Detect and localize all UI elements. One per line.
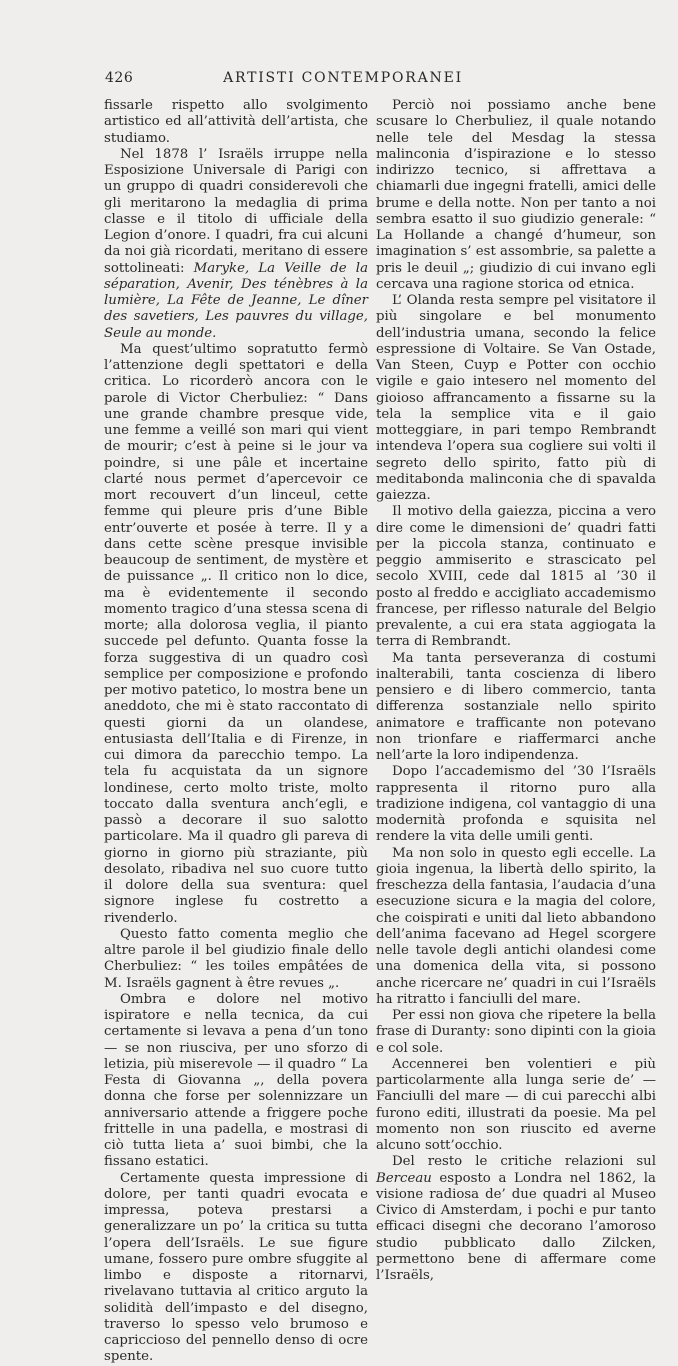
paragraph-text: esposto a Londra nel 1862, la visione radiosa de’ due quadri al Museo Civico di Amsterdam, i pochi e pur tanto efficaci disegni che decorano l’amoroso studio pubblicato dallo Zilcken, permettono bene di affermare come l’Israëls, [376, 1170, 656, 1283]
paragraph [376, 1154, 656, 1284]
paragraph: Ma tanta perseveranza di costumi inalterabili, tanta coscienza di libero pensiero e di libero commercio, tanta differenza sostanziale nello spirito animatore e trafficante non potevano non trionfare e riaffermarci anche nell’arte la loro indipendenza. [376, 650, 656, 763]
right-column [376, 98, 656, 1284]
paragraph: Certamente questa impressione di dolore, per tanti quadri evocata e impressa, poteva prestarsi a generalizzare un po’ la critica su tutta l’opera dell’Israëls. Le sue figure umane, fossero pure ombre sfuggite al limbo e disposte a ritornarvi, rivelavano tuttavia al critico arguto la solidità dell’impasto e del disegno, traverso lo spesso velo brumoso e capriccioso del pennello denso di ocre spente. [104, 1170, 368, 1365]
paragraph: Perciò noi possiamo anche bene scusare lo Cherbuliez, il quale notando nelle tele del Mesdag la stessa malinconia d’ispirazione e lo stesso indirizzo tecnico, si affrettava a chiamarli due ingegni fratelli, amici delle brume e della notte. Non per tanto a noi sembra esatto il suo giudizio generale: “ La Hollande a changé d’humeur, son imagination s’ est assombrie, sa palette a pris le deuil „; giudizio di cui invano egli cercava una ragione storica od etnica. [376, 98, 656, 292]
paragraph: fissarle rispetto allo svolgimento artistico ed all’attività dell’artista, che studiamo. [104, 98, 368, 146]
paragraph: Accennerei ben volentieri e più particolarmente alla lunga serie de’ — Fanciulli del mare — di cui parecchi albi furono editi, illustrati da poesie. Ma pel momento non son riuscito ed averne alcuno sott’occhio. [376, 1056, 656, 1153]
page-number: 426 [105, 70, 134, 86]
running-title: ARTISTI CONTEMPORANEI [223, 70, 463, 86]
paragraph: Dopo l’accademismo del ’30 l’Israëls rappresenta il ritorno puro alla tradizione indigena, col vantaggio di una modernità profonda e squisita nel rendere la vita delle umili genti. [376, 764, 656, 845]
paragraph: Il motivo della gaiezza, piccina a vero dire come le dimensioni de’ quadri fatti per la piccola stanza, continuato e peggio ammiserito e strascicato pel secolo XVIII, cede dal 1815 al ’30 il posto al freddo e accigliato accademismo francese, per riflesso naturale del Belgio prevalente, a cui era stata aggiogata la terra di Rembrandt. [376, 504, 656, 650]
left-column [104, 98, 368, 1366]
painting-titles: Maryke, La Veille de la séparation, Avenir, Des ténèbres à la lumière, La Fête de Jeanne, Le dîner des savetiers, Les pauvres du village, Seule au monde. [104, 260, 368, 341]
paragraph: Per essi non giova che ripetere la bella frase di Duranty: sono dipinti con la gioia e col sole. [376, 1008, 656, 1056]
paragraph: Ombra e dolore nel motivo ispiratore e nella tecnica, da cui certamente si levava a pena d’un tono — se non riusciva, per uno sforzo di letizia, più miserevole — il quadro “ La Festa di Giovanna „, della povera donna che forse per solennizzare un anniversario attende a friggere poche frittelle in una padella, e mostrasi di ciò tutta lieta a’ suoi bimbi, che la fissano estatici. [104, 991, 368, 1170]
paragraph: L’ Olanda resta sempre pel visitatore il più singolare e bel monumento dell’industria umana, secondo la felice espressione di Voltaire. Se Van Ostade, Van Steen, Cuyp e Potter con occhio vigile e gaio intesero nel momento del gioioso affrancamento a fissarne su la tela la semplice vita e il gaio motteggiare, in pari tempo Rembrandt intendeva l’opera sua cogliere sui volti il segreto dello spirito, fatto più di meditabonda malinconia che di spavalda gaiezza. [376, 293, 656, 503]
paragraph-text: Del resto le critiche relazioni sul [392, 1154, 656, 1170]
paragraph-text: Nel 1878 l’ Israëls irruppe nella Esposizione Universale di Parigi con un gruppo di quadri considerevoli che gli meritarono la medaglia di prima classe e il titolo di ufficiale della Legion d’onore. I quadri, fra cui alcuni da noi già ricordati, meritano di essere sottolineati: [104, 146, 368, 276]
paragraph [104, 147, 368, 342]
page-header [105, 70, 581, 86]
paragraph: Ma quest’ultimo sopratutto fermò l’attenzione degli spettatori e della critica. Lo ricorderò ancora con le parole di Victor Cherbuliez: “ Dans une grande chambre presque vide, une femme a veillé son mari qui vient de mourir; c’est à peine si le jour va poindre, si une pâle et incertaine clarté nous permet d’apercevoir ce mort recouvert d’un linceul, cette femme qui pleure pris d’une Bible entr’ouverte et posée à terre. Il y a dans cette scène presque invisible beaucoup de sentiment, de mystère et de puissance „. Il critico non lo dice, ma è evidentemente il secondo momento tragico d’una stessa scena di morte; alla dolorosa veglia, il pianto succede pel defunto. Quanta fosse la forza suggestiva di un quadro così semplice per composizione e profondo per motivo patetico, lo mostra bene un aneddoto, che mi è stato raccontato di questi giorni da un olandese, entusiasta dell’Italia e di Firenze, in cui dimora da parecchio tempo. La tela fu acquistata da un signore londinese, certo molto triste, molto toccato dalla sventura anch’egli, e passò a decorare il suo salotto particolare. Ma il quadro gli pareva di giorno in giorno più straziante, più desolato, ribadiva nel suo cuore tutto il dolore della sua sventura: quel signore inglese fu costretto a rivenderlo. [104, 341, 368, 926]
paragraph: Ma non solo in questo egli eccelle. La gioia ingenua, la libertà dello spirito, la freschezza della fantasia, l’audacia d’una esecuzione sicura e la magia del colore, che coispirati e uniti dal lieto abbandono dell’anima facevano ad Hegel scorgere nelle tavole degli antichi olandesi come una domenica della vita, si possono anche ricercare ne’ quadri in cui l’Israëls ha ritratto i fanciulli del mare. [376, 845, 656, 1007]
paragraph: Questo fatto comenta meglio che altre parole il bel giudizio finale dello Cherbuliez: “ les toiles empâtées de M. Israëls gagnent à être revues „. [104, 926, 368, 991]
painting-title: Berceau [376, 1170, 432, 1186]
